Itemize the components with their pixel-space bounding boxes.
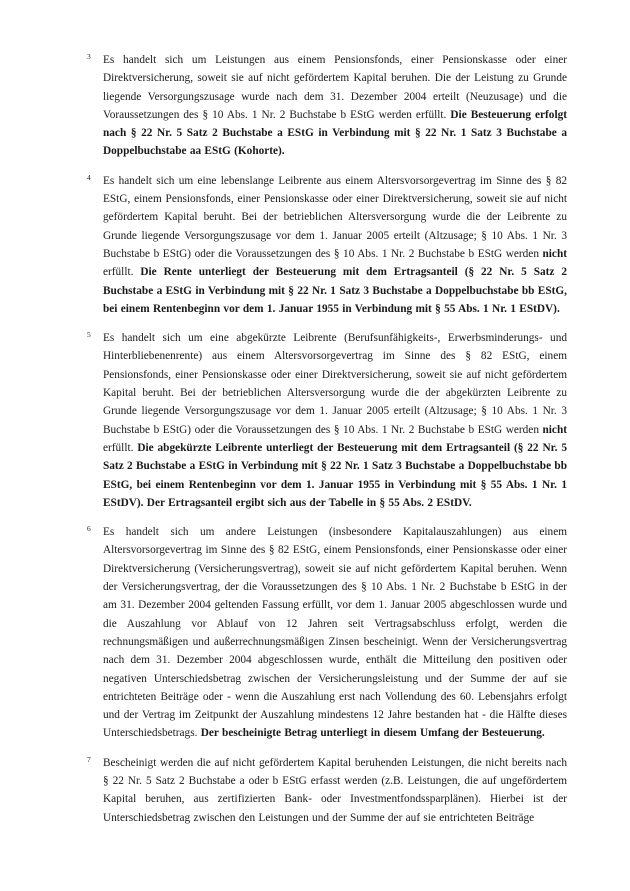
footnote-number: 5 xyxy=(87,330,91,340)
footnote-4 xyxy=(87,172,567,318)
text-run-bold: nicht xyxy=(542,423,567,436)
footnote-number: 6 xyxy=(87,524,91,534)
footnote-6 xyxy=(87,523,567,743)
text-run-bold: Die abgekürzte Leibrente unterliegt der Besteuerung mit dem Ertragsanteil (§ 22 Nr. 5 Satz 2 Buchstabe a EStG in Verbindung mit § 22 Nr. 1 Satz 3 Buchstabe a Doppelbuchstabe bb EStG, bei einem Rentenbeginn vor dem 1. Januar 1955 in Verbindung mit § 55 Abs. 1 Nr. 1 EStDV). Der Ertragsanteil ergibt sich aus der Tabelle in § 55 Abs. 2 EStDV. xyxy=(103,441,567,509)
text-run: Es handelt sich um andere Leistungen (insbesondere Kapitalauszahlungen) aus einem Altersvorsorgevertrag im Sinne des § 82 EStG, einem Pensionsfonds, einer Pensionskasse oder einer Direktversicherung (Versicherungsvertrag), soweit sie auf nicht gefördertem Kapital beruhen. Wenn der Versicherungsvertrag, der die Voraussetzungen des § 10 Abs. 1 Nr. 2 Buchstabe b EStG in der am 31. Dezember 2004 geltenden Fassung erfüllt, vor dem 1. Januar 2005 abgeschlossen wurde und die Auszahlung vor Ablauf von 12 Jahren seit Vertragsabschluss erfolgt, werden die rechnungsmäßigen und außerrechnungsmäßigen Zinsen bescheinigt. Wenn der Versicherungsvertrag nach dem 31. Dezember 2004 abgeschlossen wurde, enthält die Mitteilung den positiven oder negativen Unterschiedsbetrag zwischen der Versicherungsleistung und der Summe der auf sie entrichteten Beiträge oder - wenn die Auszahlung erst nach Vollendung des 60. Lebensjahrs erfolgt und der Vertrag im Zeitpunkt der Auszahlung mindestens 12 Jahre bestanden hat - die Hälfte dieses Unterschiedsbetrags. xyxy=(103,526,567,740)
text-run: erfüllt. xyxy=(103,266,141,279)
text-run: Es handelt sich um eine abgekürzte Leibrente (Berufsunfähigkeits-, Erwerbsminderungs- und Hinterbliebenenrente) aus einem Altersvorsorgevertrag im Sinne des § 82 EStG, einem Pensionsfonds, einer Pensionskasse oder einer Direktversicherung, soweit sie auf nicht gefördertem Kapital beruht. Bei der betrieblichen Altersversorgung wurde die der abgekürzten Leibrente zu Grunde liegende Versorgungszusage vor dem 1. Januar 2005 erteilt (Altzusage; § 10 Abs. 1 Nr. 3 Buchstabe b EStG) oder die Voraussetzungen des § 10 Abs. 1 Nr. 2 Buchstabe b EStG werden xyxy=(103,332,567,436)
footnote-number: 3 xyxy=(87,52,91,61)
text-run: Es handelt sich um Leistungen aus einem Pensionsfonds, einer Pensionskasse oder einer Direktversicherung, soweit sie auf nicht gefördertem Kapital beruhen. Die der Leistung zu Grunde liegende Versorgungszusage wurde nach dem 31. Dezember 2004 erteilt (Neuzusage) und die Voraussetzungen des § 10 Abs. 1 Nr. 2 Buchstabe b EStG werden erfüllt. xyxy=(103,54,567,121)
footnote-text xyxy=(103,754,567,827)
text-run-bold: Die Rente unterliegt der Besteuerung mit dem Ertragsanteil (§ 22 Nr. 5 Satz 2 Buchstabe a EStG in Verbindung mit § 22 Nr. 1 Satz 3 Buchstabe a Doppelbuchstabe bb EStG, bei einem Rentenbeginn vor dem 1. Januar 1955 in Verbindung mit § 55 Abs. 1 Nr. 1 EStDV). xyxy=(103,266,567,315)
text-run: Bescheinigt werden die auf nicht gefördertem Kapital beruhenden Leistungen, die nicht bereits nach § 22 Nr. 5 Satz 2 Buchstabe a oder b EStG erfasst werden (z.B. Leistungen, die auf ungefördertem Kapital beruhen, aus zertifizierten Bank- oder Investmentfondssparplänen). Hierbei ist der Unterschiedsbetrag zwischen den Leistungen und der Summe der auf sie entrichteten Beiträge xyxy=(103,756,567,824)
footnote-text xyxy=(103,51,567,161)
text-run: erfüllt. xyxy=(103,441,138,454)
footnote-number: 4 xyxy=(87,172,91,182)
footnote-3 xyxy=(87,51,567,161)
footnote-7 xyxy=(87,754,567,827)
footnote-number: 7 xyxy=(87,754,91,764)
footnote-text xyxy=(103,329,567,512)
text-run-bold: Die Besteuerung erfolgt nach § 22 Nr. 5 Satz 2 Buchstabe a EStG in Verbindung mit § 22 Nr. 1 Satz 3 Buchstabe a Doppelbuchstabe aa EStG (Kohorte). xyxy=(103,108,567,158)
text-run-bold: nicht xyxy=(542,247,567,260)
footnote-text xyxy=(103,523,567,743)
footnote-5 xyxy=(87,329,567,512)
text-run-bold: Der bescheinigte Betrag unterliegt in diesem Umfang der Besteuerung. xyxy=(200,727,545,740)
footnote-text xyxy=(103,172,567,318)
text-run: Es handelt sich um eine lebenslange Leibrente aus einem Altersvorsorgevertrag im Sinne des § 82 EStG, einem Pensionsfonds, einer Pensionskasse oder einer Direktversicherung, soweit sie auf nicht gefördertem Kapital beruht. Bei der betrieblichen Altersversorgung wurde die der Leibrente zu Grunde liegende Versorgungszusage vor dem 1. Januar 2005 erteilt (Altzusage; § 10 Abs. 1 Nr. 3 Buchstabe b EStG) oder die Voraussetzungen des § 10 Abs. 1 Nr. 2 Buchstabe b EStG werden xyxy=(103,174,567,260)
